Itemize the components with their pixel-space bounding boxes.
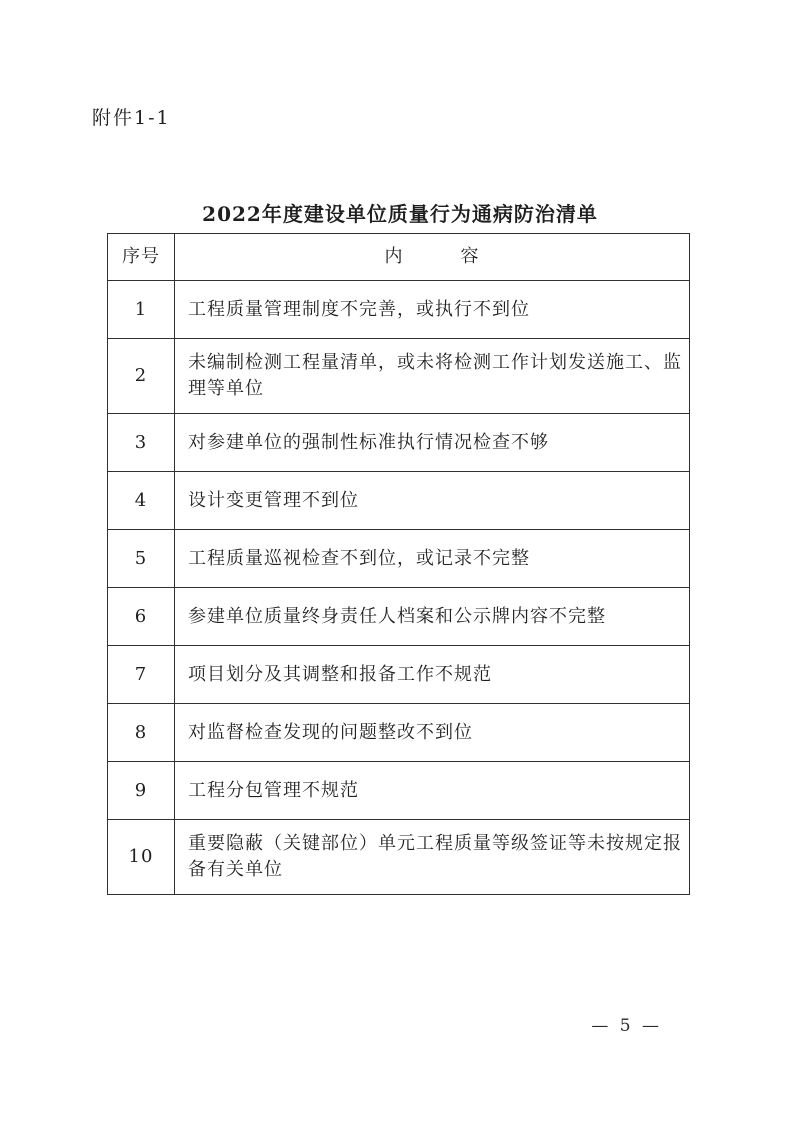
table-row (108, 820, 690, 895)
row-content: 工程质量巡视检查不到位，或记录不完整 (175, 530, 690, 588)
table-row (108, 339, 690, 414)
row-index: 5 (108, 530, 175, 588)
row-index: 8 (108, 704, 175, 762)
row-content: 工程分包管理不规范 (175, 762, 690, 820)
table-row (108, 472, 690, 530)
table-header-content: 内 容 (175, 234, 690, 281)
table-row (108, 704, 690, 762)
row-content: 工程质量管理制度不完善，或执行不到位 (175, 281, 690, 339)
row-index: 3 (108, 414, 175, 472)
row-content: 未编制检测工程量清单，或未将检测工作计划发送施工、监理等单位 (175, 339, 690, 414)
row-index: 10 (108, 820, 175, 895)
row-index: 9 (108, 762, 175, 820)
table-row (108, 588, 690, 646)
row-content: 对参建单位的强制性标准执行情况检查不够 (175, 414, 690, 472)
row-content: 项目划分及其调整和报备工作不规范 (175, 646, 690, 704)
row-content: 重要隐蔽（关键部位）单元工程质量等级签证等未按规定报备有关单位 (175, 820, 690, 895)
attachment-label: 附件1-1 (92, 107, 171, 129)
row-content: 设计变更管理不到位 (175, 472, 690, 530)
defect-list-table (107, 233, 690, 895)
table-row (108, 762, 690, 820)
table-row (108, 646, 690, 704)
table-header-row (108, 234, 690, 281)
row-content: 对监督检查发现的问题整改不到位 (175, 704, 690, 762)
table-body (108, 281, 690, 895)
row-index: 7 (108, 646, 175, 704)
row-content: 参建单位质量终身责任人档案和公示牌内容不完整 (175, 588, 690, 646)
table-row (108, 414, 690, 472)
row-index: 4 (108, 472, 175, 530)
table-header-index: 序号 (108, 234, 175, 281)
table-row (108, 281, 690, 339)
row-index: 1 (108, 281, 175, 339)
table-row (108, 530, 690, 588)
document-title: 2022年度建设单位质量行为通病防治清单 (202, 202, 598, 226)
row-index: 6 (108, 588, 175, 646)
row-index: 2 (108, 339, 175, 414)
page-number: — 5 — (591, 1016, 662, 1036)
